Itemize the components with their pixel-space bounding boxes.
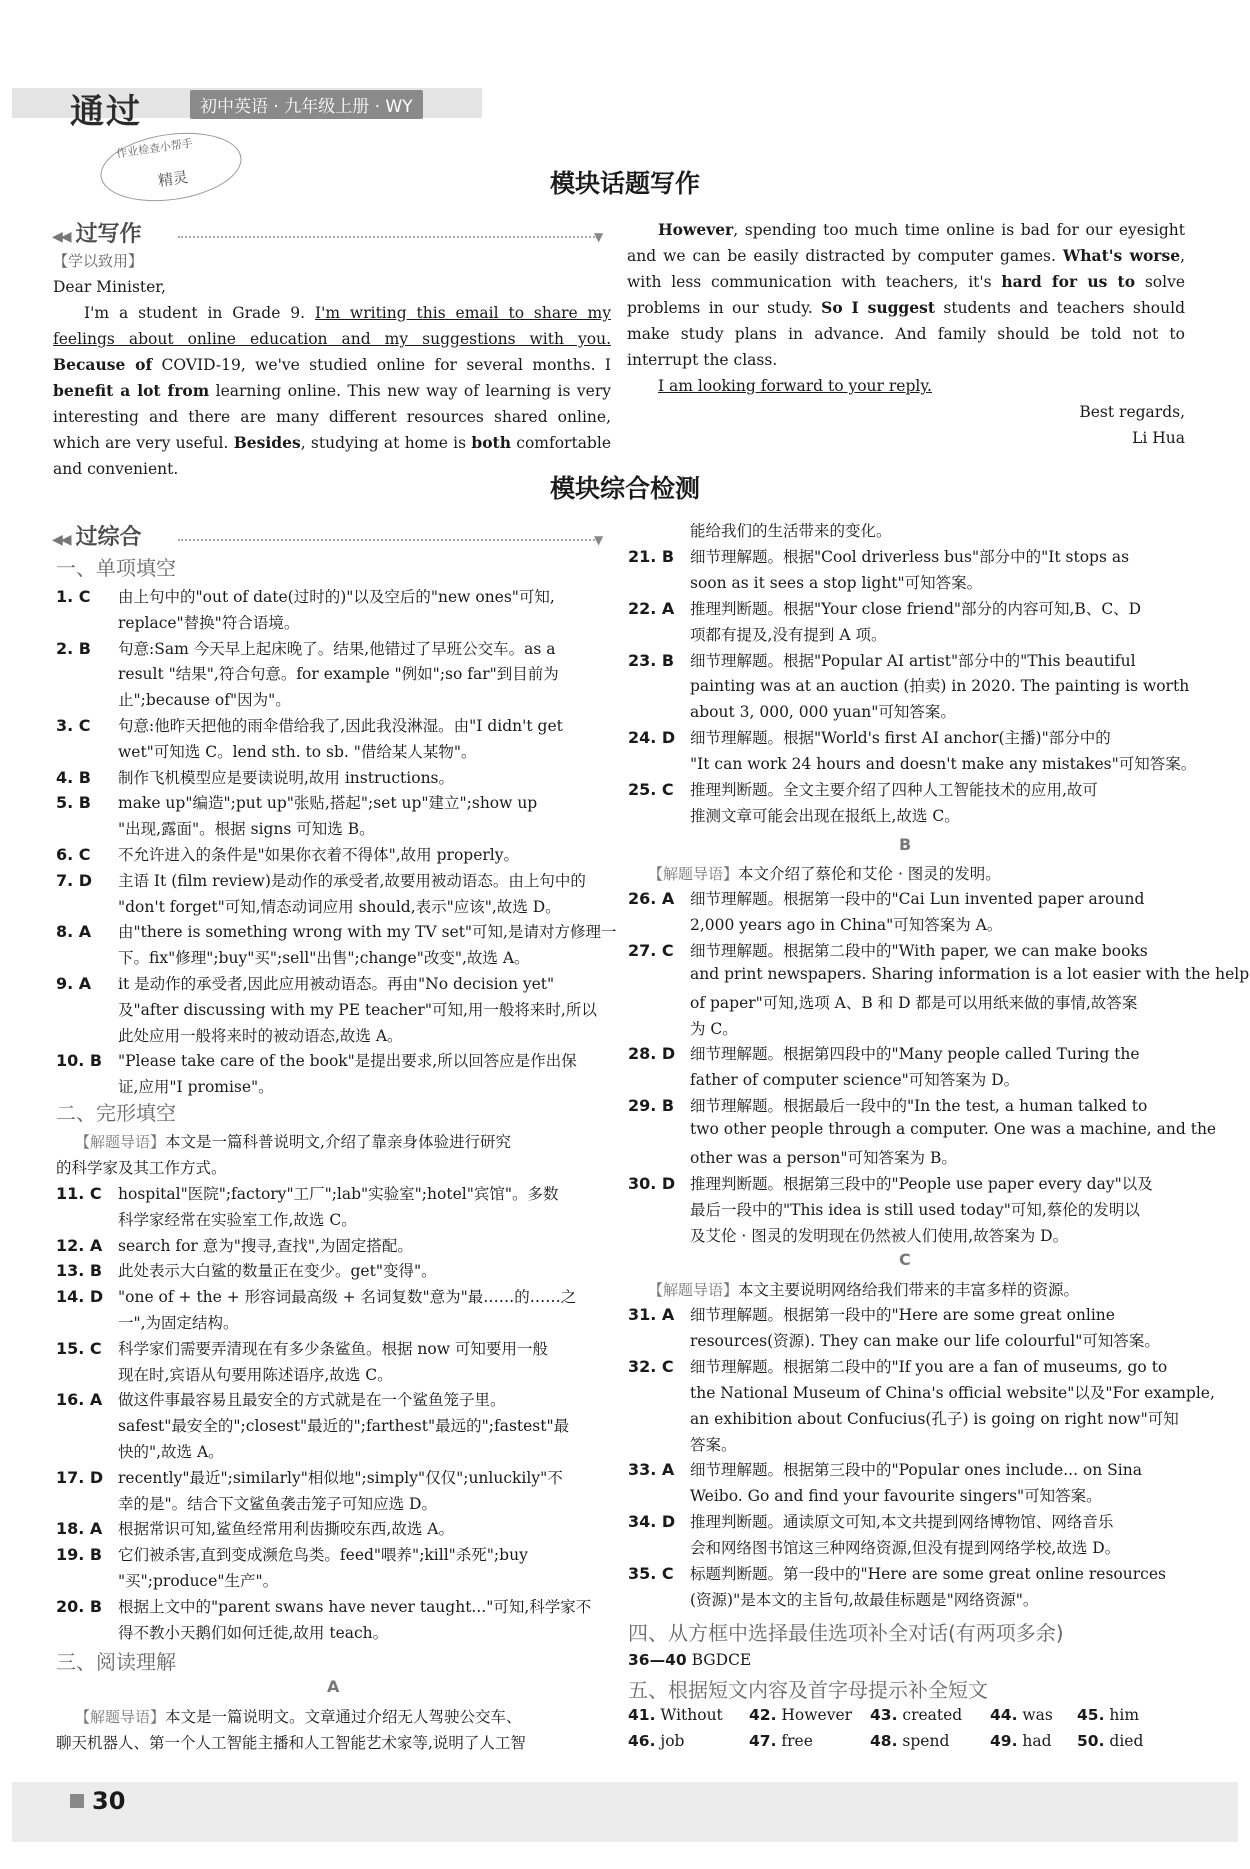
question-number: 30. D	[628, 1173, 676, 1193]
answer-line	[56, 1311, 616, 1333]
answer-line	[628, 1017, 1188, 1039]
stamp-text: 作业检查小帮手	[115, 136, 194, 161]
answer-line	[56, 1388, 616, 1410]
answer-line	[628, 1224, 1188, 1246]
answer-text: two other people through a computer. One was a machine, and the	[690, 1120, 1217, 1139]
question-number: 27. C	[628, 940, 674, 960]
answer-text: recently"最近";similarly"相似地";simply"仅仅";unluckily"不	[118, 1468, 563, 1487]
answer-line	[56, 895, 616, 917]
answer-word: free	[781, 1732, 813, 1750]
answer-line	[56, 688, 616, 710]
question-number: 16. A	[56, 1390, 103, 1410]
answer-line	[56, 1285, 616, 1307]
answer-text: 不允许进入的条件是"如果你衣着不得体",故用 properly。	[118, 846, 519, 864]
fill-answer	[628, 1706, 723, 1724]
answer-text: 快的",故选 A。	[118, 1443, 224, 1461]
answer-line	[56, 1363, 616, 1385]
answer-line	[628, 752, 1197, 774]
answer-text: 一",为固定结构。	[118, 1314, 239, 1332]
question-number: 31. A	[628, 1305, 675, 1324]
answer-line	[628, 991, 1188, 1013]
answer-text: 句意:Sam 今天早上起床晚了。结果,他错过了早班公交车。as a	[118, 639, 556, 658]
essay-paragraph-2: However, spending too much time online is bad for our eyesight and we can be easily distracted by computer games. What's worse, with less communication with teachers, it's hard for us to solve problems in our study. So I suggest students and teachers should make study plans in advance. And family should be told not to interrupt the class.	[627, 220, 1185, 369]
answer-text: result "结果",符合句意。for example "例如";so far"到目前为	[118, 665, 559, 684]
answer-line	[56, 1049, 616, 1071]
question-number: 48.	[870, 1732, 898, 1750]
answer-line	[628, 887, 1188, 909]
fill-answer	[749, 1706, 852, 1724]
essay-paragraph-3: I am looking forward to your reply.	[658, 377, 932, 395]
answer-line	[56, 843, 616, 865]
answer-text: 推理判断题。根据"Your close friend"部分的内容可知,B、C、D	[690, 599, 1142, 618]
question-number: 50.	[1077, 1732, 1105, 1750]
answer-text: and print newspapers. Sharing information is a lot easier with the help	[690, 964, 1250, 983]
question-number: 28. D	[628, 1044, 676, 1064]
answer-text: 幸的是"。结合下文鲨鱼袭击笼子可知应选 D。	[118, 1494, 437, 1513]
answer-text: 细节理解题。根据第一段中的"Here are some great online	[690, 1306, 1115, 1324]
question-number: 45.	[1077, 1706, 1105, 1724]
answer-line	[628, 519, 1188, 541]
answer-line	[628, 1510, 1188, 1532]
answer-text: 答案。	[690, 1435, 737, 1454]
answer-text: (资源)"是本文的主旨句,故最佳标题是"网络资源"。	[690, 1590, 1039, 1609]
answer-text: "don't forget"可知,情态动词应用 should,表示"应该",故选 D。	[118, 897, 561, 916]
fill-answer	[628, 1732, 684, 1750]
test-title: 模块综合检测	[549, 474, 700, 503]
answer-text: wet"可知选 C。lend sth. to sb. "借给某人某物"。	[118, 742, 477, 761]
answer-text: 主语 It (film review)是动作的承受者,故要用被动语态。由上句中的	[118, 871, 586, 890]
answer-text: 推理判断题。通读原文可知,本文共提到网络博物馆、网络音乐	[690, 1513, 1114, 1532]
footer-bar	[12, 1782, 1238, 1842]
question-number: 34. D	[628, 1512, 676, 1532]
part-1-heading: 一、单项填空	[56, 556, 176, 580]
part-4-heading: 四、从方框中选择最佳选项补全对话(有两项多余)	[628, 1621, 1064, 1645]
answer-word: had	[1022, 1732, 1052, 1750]
answer-text: 根据常识可知,鲨鱼经常用利齿撕咬东西,故选 A。	[118, 1520, 454, 1539]
chevron-down-icon: ▼	[594, 230, 604, 244]
question-number: 33. A	[628, 1460, 675, 1480]
answer-line	[56, 1182, 616, 1204]
answer-text: 下。fix"修理";buy"买";sell"出售";change"改变",故选 A。	[118, 949, 530, 968]
answer-text: "Please take care of the book"是提出要求,所以回答应是作出保	[118, 1052, 577, 1071]
practice-tag: 【学以致用】	[53, 252, 144, 270]
answer-line	[628, 726, 1188, 748]
question-number: 6. C	[56, 845, 91, 864]
answer-text: 细节理解题。根据"Cool driverless bus"部分中的"It stops as	[690, 547, 1130, 566]
answer-text: it 是动作的承受者,因此应用被动语态。再由"No decision yet"	[118, 975, 555, 993]
answer-line	[628, 1381, 1215, 1403]
question-number: 2. B	[56, 638, 91, 658]
answer-line	[628, 1172, 1188, 1194]
question-number: 1. C	[56, 587, 91, 606]
answer-text: 由上句中的"out of date(过时的)"以及空后的"new ones"可知,	[118, 588, 555, 606]
answer-line	[56, 1024, 616, 1046]
question-number: 43.	[870, 1706, 898, 1724]
reading-guide-b: 【解题导语】本文介绍了蔡伦和艾伦 · 图灵的发明。	[648, 865, 1001, 883]
divider	[178, 236, 598, 238]
answer-text: father of computer science"可知答案为 D。	[690, 1071, 1020, 1090]
answer-line	[56, 1075, 616, 1097]
answer-word: However	[781, 1706, 853, 1724]
answer-text: replace"替换"符合语境。	[118, 613, 300, 632]
question-number: 44.	[990, 1706, 1018, 1724]
answer-text: 2,000 years ago in China"可知答案为 A。	[690, 915, 1003, 934]
answer-text: 细节理解题。根据第二段中的"If you are a fan of museums, go to	[690, 1357, 1168, 1376]
fill-answer	[870, 1706, 962, 1724]
answer-line	[56, 662, 616, 684]
answer-text: 细节理解题。根据第一段中的"Cai Lun invented paper around	[690, 890, 1145, 908]
answer-text: "one of + the + 形容词最高级 + 名词复数"意为"最……的……之	[118, 1288, 577, 1307]
fill-answer	[1077, 1706, 1139, 1724]
question-number: 32. C	[628, 1356, 674, 1376]
question-number: 18. A	[56, 1519, 103, 1539]
answer-text: resources(资源). They can make our life colourful"可知答案。	[690, 1331, 1160, 1350]
divider	[178, 539, 598, 541]
answer-line	[56, 1517, 616, 1539]
question-number: 23. B	[628, 650, 675, 670]
question-number: 21. B	[628, 546, 675, 566]
answer-text: about 3, 000, 000 yuan"可知答案。	[690, 703, 956, 722]
answer-text: make up"编造";put up"张贴,搭起";set up"建立";show up	[118, 794, 538, 813]
answer-text: "买";produce"生产"。	[118, 1572, 279, 1590]
cloze-guide: 【解题导语】本文是一篇科普说明文,介绍了靠亲身体验进行研究	[75, 1133, 511, 1151]
part-3-heading: 三、阅读理解	[56, 1650, 176, 1674]
answer-text: 由"there is something wrong with my TV set"可知,是请对方修理一	[118, 923, 617, 942]
answer-word: him	[1109, 1706, 1140, 1724]
part-4-answer: 36—40 BGDCE	[628, 1651, 752, 1669]
answer-line	[56, 637, 616, 659]
answer-line	[628, 1407, 1188, 1429]
answer-text: 止";because of"因为"。	[118, 691, 291, 710]
answer-text: "出现,露面"。根据 signs 可知选 B。	[118, 820, 375, 839]
question-number: 22. A	[628, 598, 675, 618]
question-number: 29. B	[628, 1096, 675, 1116]
answer-text: 此处表示大白鲨的数量正在变少。get"变得"。	[118, 1262, 437, 1281]
answer-text: 句意:他昨天把他的雨伞借给我了,因此我没淋湿。由"I didn't get	[118, 717, 563, 735]
answer-word: was	[1022, 1706, 1053, 1724]
answer-line	[56, 1414, 616, 1436]
answer-line	[56, 1466, 616, 1488]
answer-line	[628, 1120, 1217, 1139]
answer-word: created	[902, 1706, 963, 1724]
answer-line	[56, 585, 616, 607]
answer-text: 能给我们的生活带来的变化。	[690, 522, 892, 540]
question-number: 4. B	[56, 767, 91, 787]
answer-word: Without	[660, 1706, 723, 1724]
answer-line	[628, 1042, 1188, 1064]
brand-logo: 通过	[70, 92, 142, 132]
answer-text: an exhibition about Confucius(孔子) is going on right now"可知	[690, 1409, 1179, 1428]
answer-text: painting was at an auction (拍卖) in 2020. The painting is worth	[690, 677, 1190, 696]
question-number: 7. D	[56, 870, 93, 890]
answer-word: job	[660, 1732, 685, 1750]
question-number: 5. B	[56, 793, 91, 813]
answer-text: 细节理解题。根据最后一段中的"In the test, a human talked to	[690, 1097, 1148, 1116]
answer-text: 现在时,宾语从句要用陈述语序,故选 C。	[118, 1365, 393, 1384]
question-number: 12. A	[56, 1235, 103, 1255]
answer-line	[628, 913, 1188, 935]
closing: Best regards,	[1079, 403, 1185, 421]
page-number: 30	[92, 1787, 126, 1815]
answer-line	[56, 1259, 616, 1281]
answer-line	[628, 939, 1188, 961]
answer-line	[628, 1146, 1188, 1168]
answer-line	[56, 1621, 616, 1643]
question-number: 8. A	[56, 922, 92, 942]
answer-text: 及"after discussing with my PE teacher"可知,用一般将来时,所以	[118, 1000, 597, 1019]
answer-text: 为 C。	[690, 1019, 738, 1038]
answer-line	[56, 714, 616, 736]
answer-line	[56, 791, 616, 813]
answer-text: hospital"医院";factory"工厂";lab"实验室";hotel"宾馆"。多数	[118, 1185, 559, 1203]
answer-text: 推理判断题。根据第三段中的"People use paper every day"以及	[690, 1174, 1153, 1193]
reading-guide-a: 【解题导语】本文是一篇说明文。文章通过介绍无人驾驶公交车、	[75, 1708, 522, 1726]
question-number: 24. D	[628, 728, 676, 748]
answer-line	[56, 766, 616, 788]
stamp-name: 精灵	[156, 167, 190, 190]
answer-line	[628, 1329, 1188, 1351]
chevron-down-icon: ▼	[594, 533, 604, 547]
answer-text: 科学家们需要弄清现在有多少条鲨鱼。根据 now 可知要用一般	[118, 1339, 548, 1358]
answer-line	[628, 778, 1188, 800]
answer-line	[628, 571, 1188, 593]
essay-left-column	[53, 248, 611, 482]
answer-text: 此处应用一般将来时的被动语态,故选 A。	[118, 1026, 403, 1045]
answer-text: 科学家经常在实验室工作,故选 C。	[118, 1210, 357, 1229]
fill-answer	[1077, 1732, 1143, 1750]
cloze-guide-2: 的科学家及其工作方式。	[56, 1159, 227, 1177]
answer-text: 标题判断题。第一段中的"Here are some great online resources	[690, 1565, 1166, 1583]
answer-line	[628, 1536, 1188, 1558]
fill-answer	[990, 1732, 1052, 1750]
answer-text: 细节理解题。根据"World's first AI anchor(主播)"部分中的	[690, 729, 1111, 748]
essay-right-column	[627, 217, 1185, 451]
question-number: 9. A	[56, 974, 92, 993]
answer-text: 它们被杀害,直到变成濒危鸟类。feed"喂养";kill"杀死";buy	[118, 1546, 528, 1565]
answer-text: 细节理解题。根据第四段中的"Many people called Turing the	[690, 1045, 1140, 1064]
question-number: 14. D	[56, 1287, 104, 1307]
book-label: 初中英语 · 九年级上册 · WY	[190, 90, 423, 119]
answer-line	[56, 1543, 616, 1565]
answer-line	[56, 869, 616, 891]
question-number: 3. C	[56, 716, 91, 735]
answer-text: 最后一段中的"This idea is still used today"可知,蔡伦的发明以	[690, 1200, 1140, 1219]
greeting: Dear Minister,	[53, 278, 166, 296]
answer-text: 及艾伦 · 图灵的发明现在仍然被人们使用,故答案为 D。	[690, 1226, 1069, 1245]
answer-line	[56, 920, 616, 942]
answer-line	[56, 972, 616, 994]
answer-line	[628, 1303, 1188, 1325]
answer-line	[56, 1492, 616, 1514]
answer-line	[56, 1337, 616, 1359]
question-number: 41.	[628, 1706, 656, 1724]
answer-line	[628, 1588, 1188, 1610]
answer-line	[628, 597, 1188, 619]
answer-line	[56, 998, 616, 1020]
answer-line	[56, 1595, 616, 1617]
answer-text: "It can work 24 hours and doesn't make any mistakes"可知答案。	[690, 755, 1197, 774]
answer-text: soon as it sees a stop light"可知答案。	[690, 573, 983, 592]
answer-text: 项都有提及,没有提到 A 项。	[690, 625, 887, 644]
fill-answer	[870, 1732, 949, 1750]
question-number: 35. C	[628, 1564, 674, 1583]
answer-text: 推测文章可能会出现在报纸上,故选 C。	[690, 806, 960, 825]
answer-text: safest"最安全的";closest"最近的";farthest"最远的";fastest"最	[118, 1417, 570, 1436]
answer-line	[56, 740, 616, 762]
passage-a-label: A	[327, 1677, 340, 1696]
question-number: 46.	[628, 1732, 656, 1750]
answer-text: 做这件事最容易且最安全的方式就是在一个鲨鱼笼子里。	[118, 1391, 506, 1410]
answer-line	[56, 946, 616, 968]
answer-line	[56, 1569, 616, 1591]
answer-text: 证,应用"I promise"。	[118, 1078, 274, 1097]
answer-text: the National Museum of China's official website"以及"For example,	[690, 1383, 1215, 1402]
passage-b-label: B	[899, 835, 912, 854]
answer-word: spend	[902, 1732, 950, 1750]
answer-text: 细节理解题。根据"Popular AI artist"部分中的"This beautiful	[690, 651, 1136, 670]
decoration-icon: ◀◀	[52, 229, 70, 245]
answer-line	[56, 1208, 616, 1230]
page-marker-icon	[70, 1794, 84, 1808]
answer-text: 细节理解题。根据第三段中的"Popular ones include... on Sina	[690, 1461, 1142, 1480]
fill-answer	[990, 1706, 1053, 1724]
answer-word: died	[1109, 1732, 1144, 1750]
question-number: 10. B	[56, 1051, 103, 1071]
answer-line	[56, 817, 616, 839]
test-subhead: ◀◀ 过综合	[52, 525, 142, 550]
answer-text: 细节理解题。根据第二段中的"With paper, we can make books	[690, 941, 1148, 960]
question-number: 11. C	[56, 1184, 102, 1203]
answer-line	[628, 1068, 1188, 1090]
reading-guide-a-2: 聊天机器人、第一个人工智能主播和人工智能艺术家等,说明了人工智	[56, 1734, 526, 1752]
essay-paragraph-1: I'm a student in Grade 9. I'm writing this email to share my feelings about online education and my suggestions with you. Because of COVID-19, we've studied online for several months. I benefit a lot from learning online. This new way of learning is very interesting and there are many different resources shared online, which are very useful. Besides, studying at home is both comfortable and convenient.	[53, 304, 612, 478]
answer-line	[56, 611, 616, 633]
answer-line	[628, 649, 1188, 671]
question-number: 19. B	[56, 1545, 103, 1565]
reading-guide-c: 【解题导语】本文主要说明网络给我们带来的丰富多样的资源。	[648, 1281, 1080, 1299]
answer-line	[628, 1094, 1188, 1116]
answer-line	[628, 1355, 1188, 1377]
part-2-heading: 二、完形填空	[56, 1101, 176, 1125]
answer-line	[628, 545, 1188, 567]
answer-text: Weibo. Go and find your favourite singers"可知答案。	[690, 1487, 1102, 1506]
signature: Li Hua	[1132, 429, 1185, 447]
answer-text: 会和网络图书馆这三种网络资源,但没有提到网络学校,故选 D。	[690, 1539, 1121, 1558]
writing-subhead: ◀◀ 过写作	[52, 222, 142, 247]
answer-line	[628, 623, 1188, 645]
answer-line	[56, 1440, 616, 1462]
answer-text: other was a person"可知答案为 B。	[690, 1149, 957, 1167]
writing-title: 模块话题写作	[549, 169, 700, 198]
answer-line	[628, 1562, 1188, 1584]
question-number: 47.	[749, 1732, 777, 1750]
answer-line	[628, 674, 1188, 696]
passage-c-label: C	[899, 1250, 911, 1269]
question-number: 17. D	[56, 1467, 104, 1487]
answer-line	[628, 1433, 1188, 1455]
fill-answer	[749, 1732, 813, 1750]
answer-text: search for 意为"搜寻,查找",为固定搭配。	[118, 1236, 413, 1255]
decoration-icon: ◀◀	[52, 532, 70, 548]
answer-line	[628, 1458, 1188, 1480]
question-number: 15. C	[56, 1338, 102, 1358]
answer-line	[628, 1484, 1188, 1506]
answer-text: 推理判断题。全文主要介绍了四种人工智能技术的应用,故可	[690, 781, 1098, 799]
answer-text: of paper"可知,选项 A、B 和 D 都是可以用纸来做的事情,故答案	[690, 993, 1138, 1012]
answer-line	[628, 804, 1188, 826]
question-number: 20. B	[56, 1596, 103, 1616]
answer-line	[56, 1234, 616, 1256]
answer-line	[628, 1198, 1188, 1220]
question-number: 42.	[749, 1706, 777, 1724]
answer-line	[628, 964, 1250, 983]
answer-text: 制作飞机模型应是要读说明,故用 instructions。	[118, 768, 455, 787]
question-number: 26. A	[628, 889, 675, 908]
question-number: 13. B	[56, 1261, 103, 1281]
answer-text: 得不教小天鹅们如何迁徙,故用 teach。	[118, 1623, 389, 1642]
question-number: 25. C	[628, 780, 674, 799]
answer-line	[628, 700, 1188, 722]
answer-text: 根据上文中的"parent swans have never taught..."可知,科学家不	[118, 1597, 592, 1616]
question-number: 49.	[990, 1732, 1018, 1750]
part-5-heading: 五、根据短文内容及首字母提示补全短文	[628, 1678, 988, 1702]
